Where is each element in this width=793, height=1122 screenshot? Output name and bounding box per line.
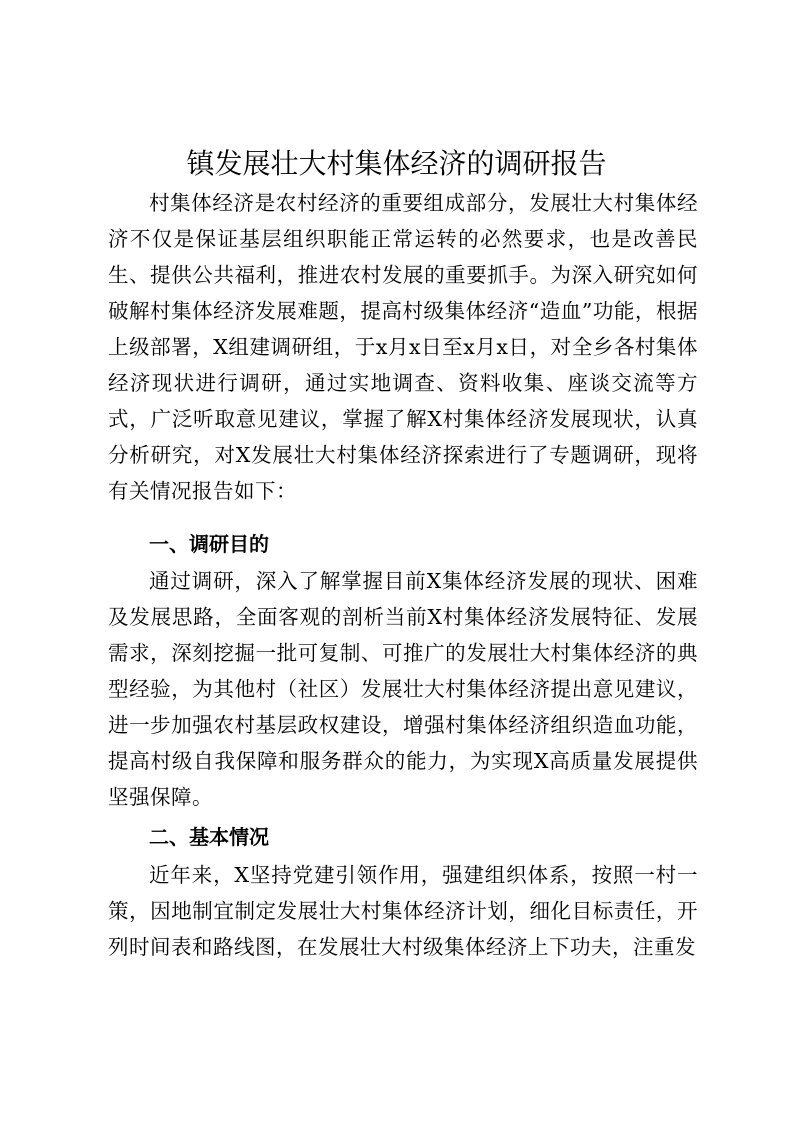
intro-paragraph: 村集体经济是农村经济的重要组成部分，发展壮大村集体经济不仅是保证基层组织职能正常运转的必然要求，也是改善民生、提供公共福利，推进农村发展的重要抓手。为深入研究如何破解村集体经济发展难题，提高村级集体经济“造血”功能，根据上级部署，X组建调研组，于x月x日至x月x日，对全乡各村集体经济现状进行调研，通过实地调查、资料收集、座谈交流等方式，广泛听取意见建议，掌握了解X村集体经济发展现状，认真分析研究，对X发展壮大村集体经济探索进行了专题调研，现将有关情况报告如下：: [108, 191, 698, 503]
section-heading-purpose: 一、调研目的: [149, 532, 269, 556]
section-heading-basic-situation: 二、基本情况: [149, 825, 269, 849]
document-title: 镇发展壮大村集体经济的调研报告: [186, 147, 607, 180]
section-paragraph-basic-situation: 近年来，X坚持党建引领作用，强建组织体系，按照一村一策，因地制宜制定发展壮大村集体经济计划，细化目标责任，开列时间表和路线图，在发展壮大村级集体经济上下功夫，注重发: [108, 863, 698, 959]
section-paragraph-purpose: 通过调研，深入了解掌握目前X集体经济发展的现状、困难及发展思路，全面客观的剖析当前X村集体经济发展特征、发展需求，深刻挖掘一批可复制、可推广的发展壮大村集体经济的典型经验，为其他村（社区）发展壮大村集体经济提出意见建议，进一步加强农村基层政权建设，增强村集体经济组织造血功能，提高村级自我保障和服务群众的能力，为实现X高质量发展提供坚强保障。: [108, 569, 698, 809]
